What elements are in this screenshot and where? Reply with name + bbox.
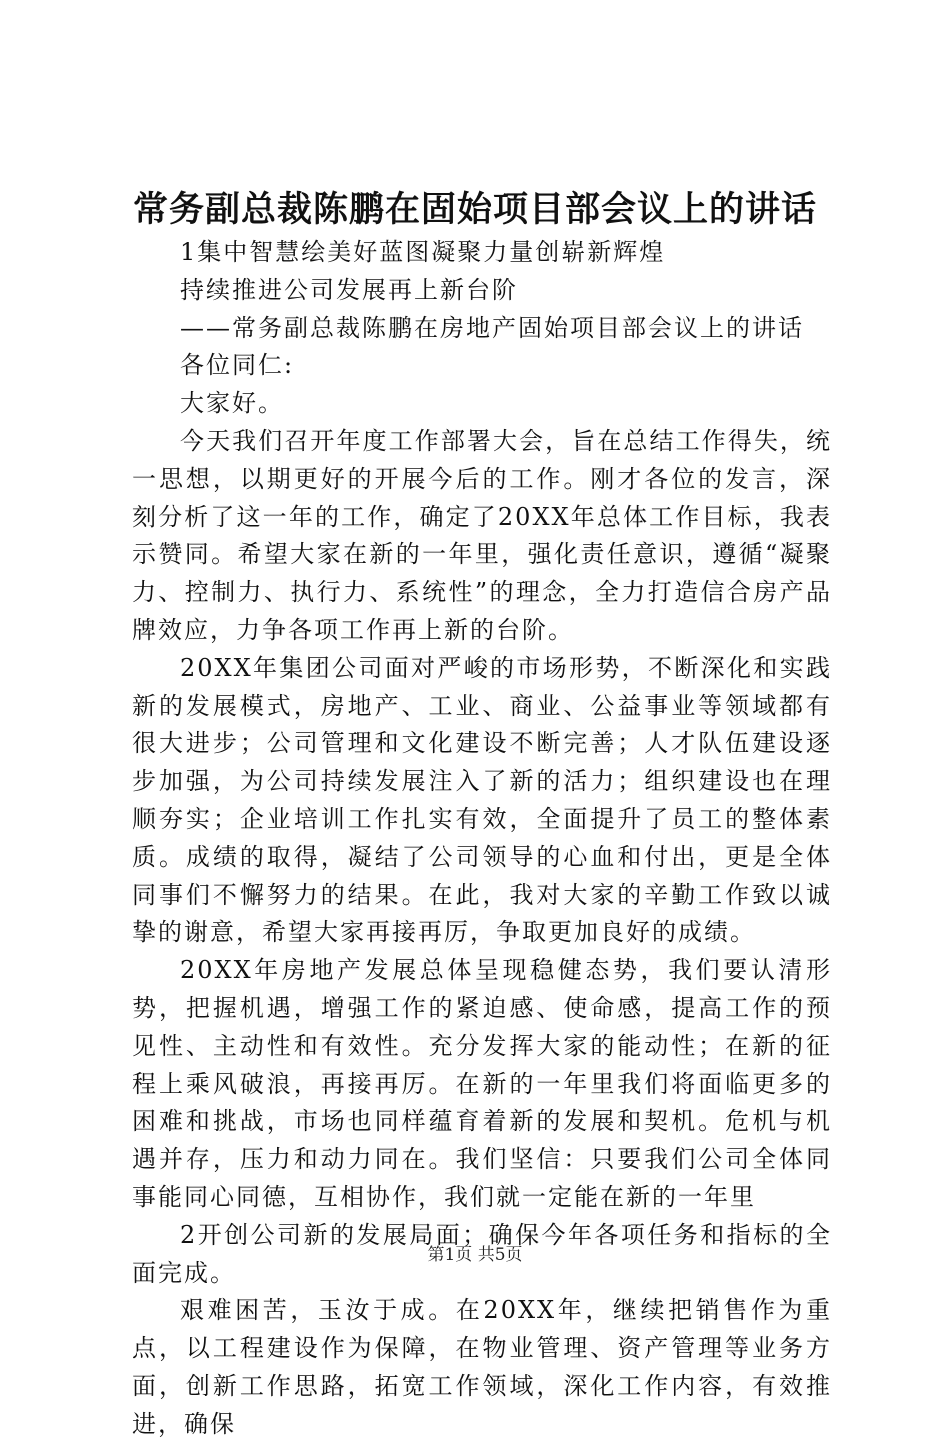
paragraph: 20XX年房地产发展总体呈现稳健态势，我们要认清形势，把握机遇，增强工作的紧迫感、使命感，提高工作的预见性、主动性和有效性。充分发挥大家的能动性；在新的征程上乘风破浪，再接再厉。在新的一年里我们将面临更多的困难和挑战，市场也同样蕴育着新的发展和契机。危机与机遇并存，压力和动力同在。我们坚信：只要我们公司全体同事能同心同德，互相协作，我们就一定能在新的一年里 xyxy=(132,956,832,1211)
paragraph: 20XX年集团公司面对严峻的市场形势，不断深化和实践新的发展模式，房地产、工业、商业、公益事业等领域都有很大进步；公司管理和文化建设不断完善；人才队伍建设逐步加强，为公司持续发展注入了新的活力；组织建设也在理顺夯实；企业培训工作扎实有效，全面提升了员工的整体素质。成绩的取得，凝结了公司领导的心血和付出，更是全体同事们不懈努力的结果。在此，我对大家的辛勤工作致以诚挚的谢意，希望大家再接再厉，争取更加良好的成绩。 xyxy=(132,653,832,947)
header-line-subtitle: 持续推进公司发展再上新台阶 xyxy=(180,275,518,304)
greeting: 大家好。 xyxy=(180,389,284,418)
paragraph: 艰难困苦，玉汝于成。在20XX年，继续把销售作为重点，以工程建设作为保障，在物业管理、资产管理等业务方面，创新工作思路，拓宽工作领域，深化工作内容，有效推进，确保 xyxy=(132,1296,832,1438)
paragraph: 今天我们召开年度工作部署大会，旨在总结工作得失，统一思想，以期更好的开展今后的工作。刚才各位的发言，深刻分析了这一年的工作，确定了20XX年总体工作目标，我表示赞同。希望大家在新的一年里，强化责任意识，遵循“凝聚力、控制力、执行力、系统性”的理念，全力打造信合房产品牌效应，力争各项工作再上新的台阶。 xyxy=(132,426,832,644)
header-line-heading: 1集中智慧绘美好蓝图凝聚力量创崭新辉煌 xyxy=(180,238,666,266)
page-title: 常务副总裁陈鹏在固始项目部会议上的讲话 xyxy=(132,189,817,230)
paragraph: 2开创公司新的发展局面；确保今年各项任务和指标的全面完成。 xyxy=(132,1220,832,1287)
page-number-footer: 第1页 共5页 xyxy=(427,1245,523,1265)
salutation: 各位同仁: xyxy=(180,351,295,380)
header-line-byline: ——常务副总裁陈鹏在房地产固始项目部会议上的讲话 xyxy=(180,313,804,342)
